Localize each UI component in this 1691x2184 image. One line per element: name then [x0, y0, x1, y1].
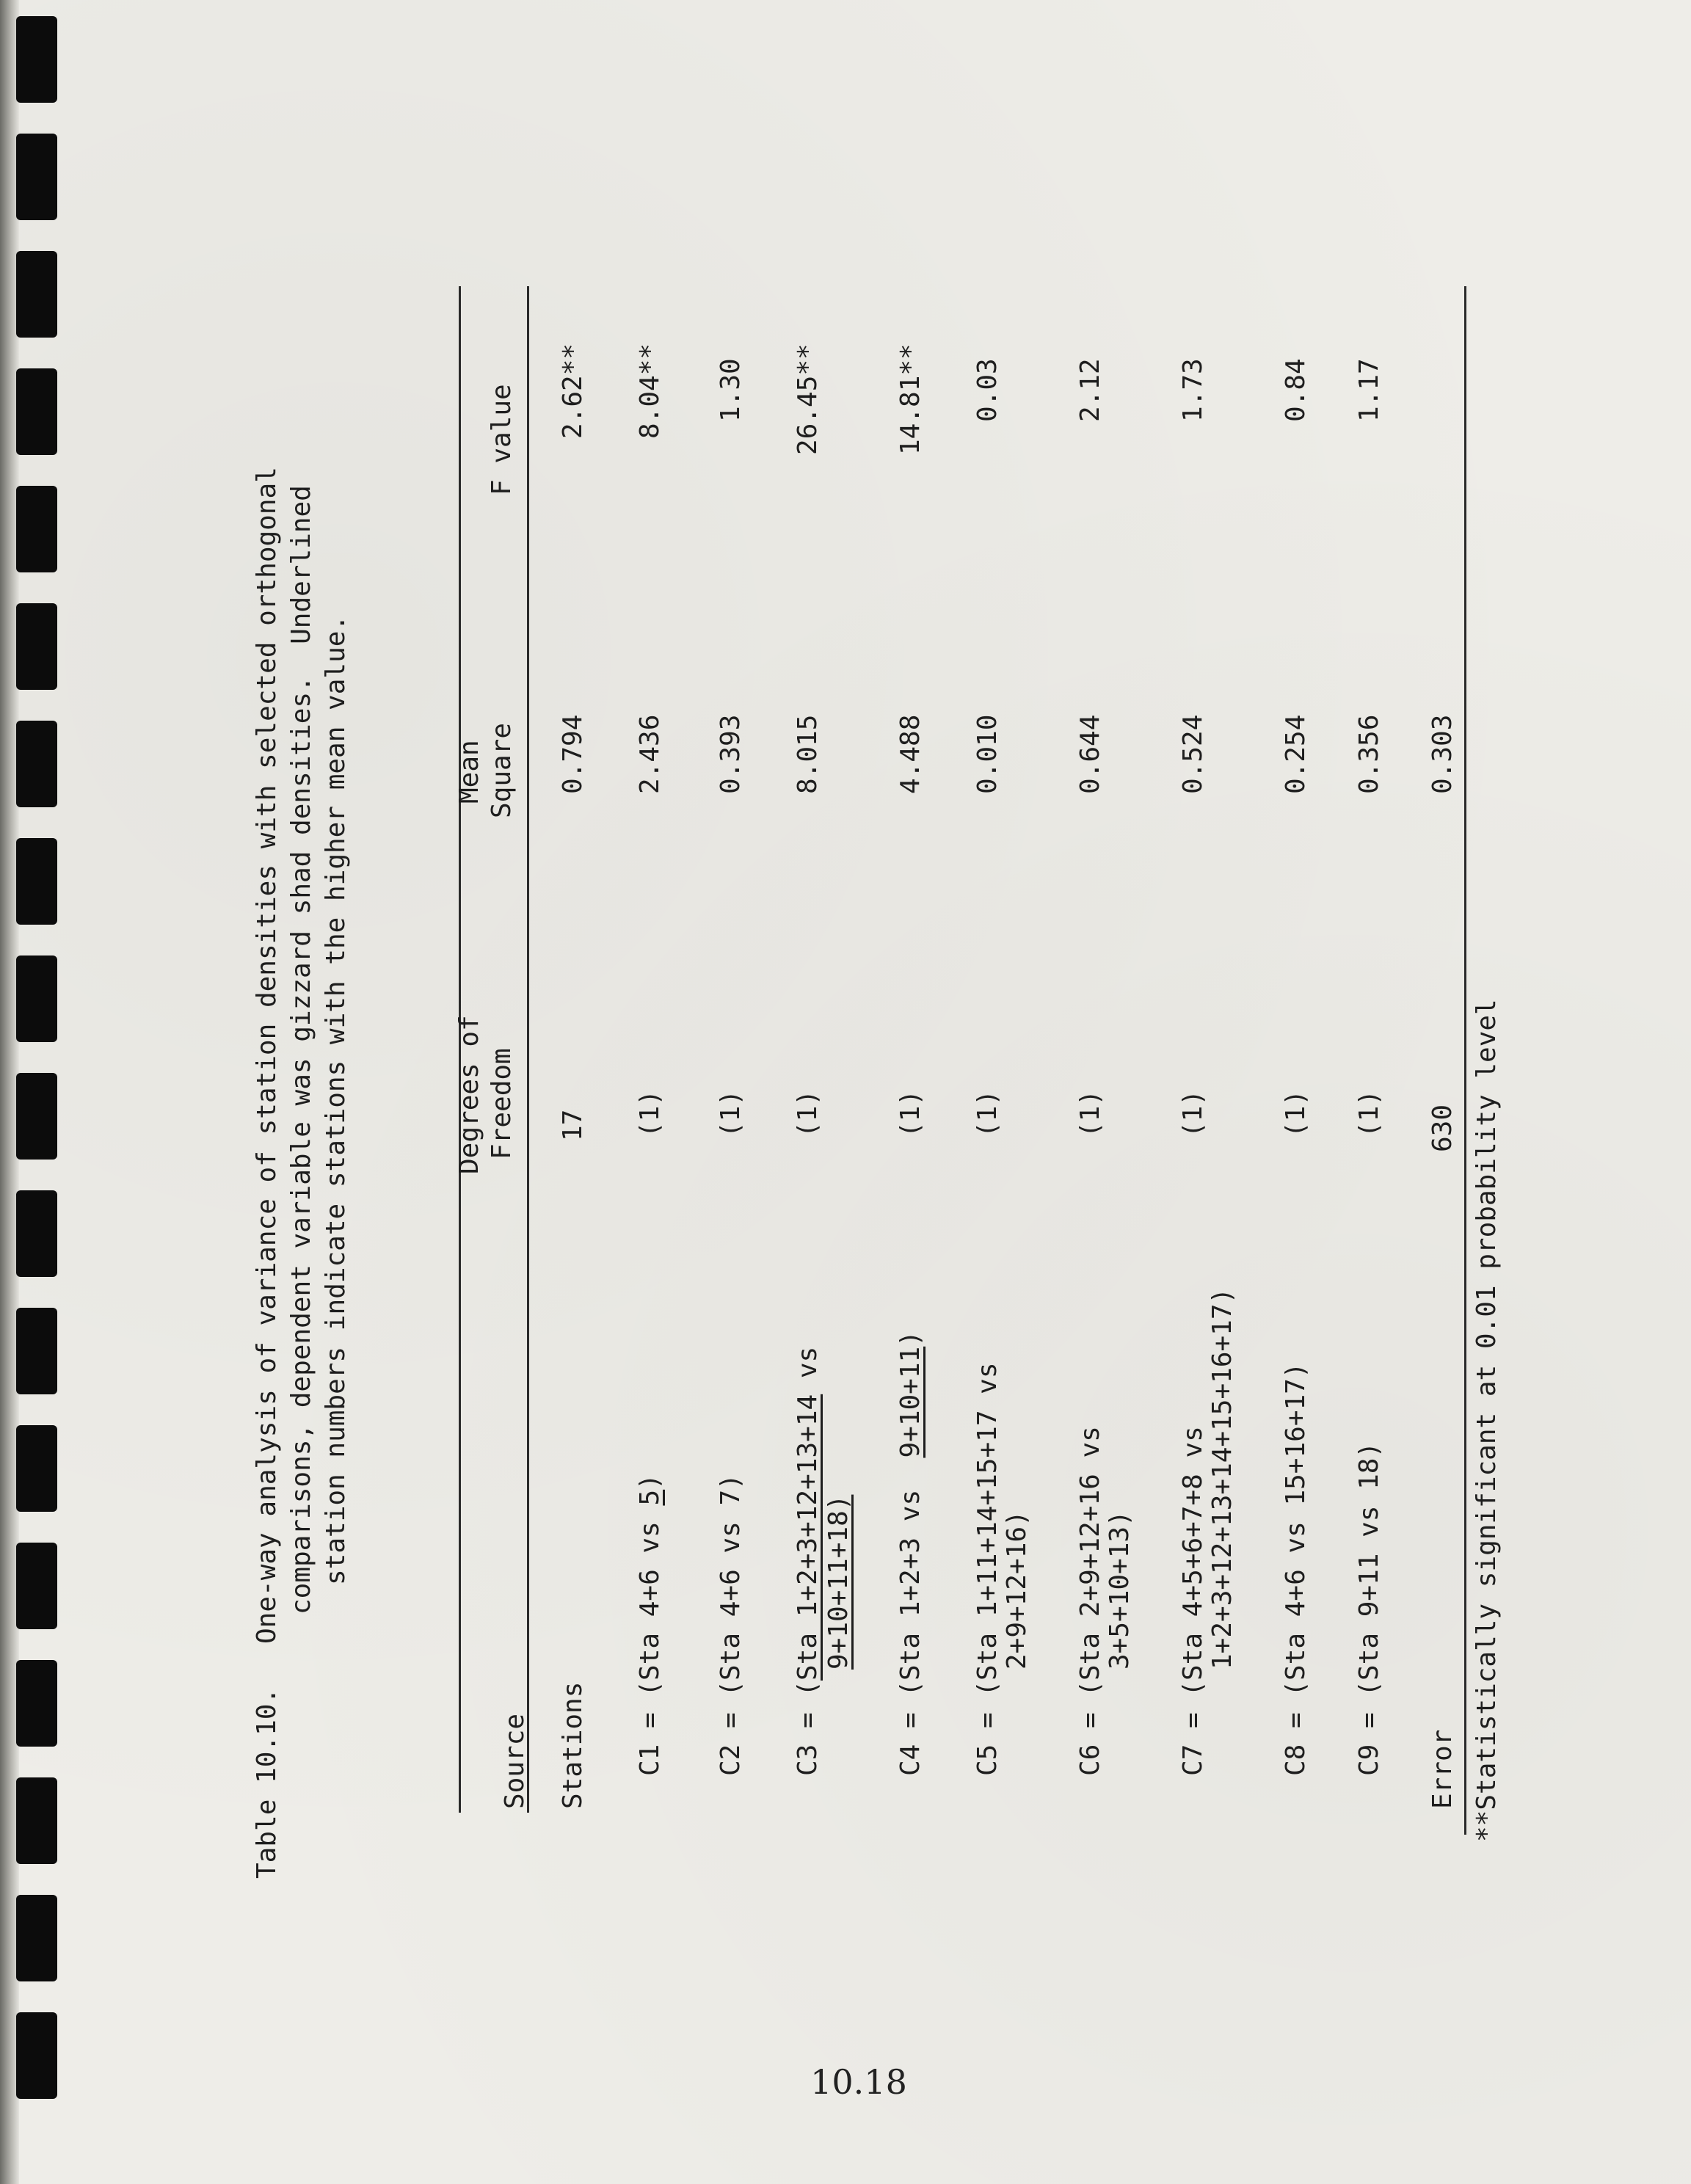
row-label: C2 = (Sta 4+6 vs 7) [716, 1474, 746, 1776]
row-label-text: C1 = (Sta 4+6 vs [635, 1505, 665, 1776]
row-df: 17 [558, 1109, 588, 1141]
row-ms: 8.015 [793, 714, 823, 794]
row-df: (1) [1075, 1089, 1105, 1138]
binding-hole [16, 603, 57, 690]
row-ms: 0.644 [1075, 714, 1105, 794]
row-label: Stations [558, 1681, 588, 1809]
table-header-rule [527, 286, 529, 1813]
row-label [793, 1347, 823, 1776]
row-ms: 0.794 [558, 714, 588, 794]
row-df: (1) [635, 1089, 665, 1138]
binding-hole [16, 486, 57, 572]
row-label [895, 1331, 926, 1776]
row-ms: 0.356 [1354, 714, 1384, 794]
binding-hole [16, 838, 57, 925]
binding-hole [16, 1190, 57, 1277]
header-f: F value [487, 384, 517, 495]
binding-hole [16, 1660, 57, 1747]
binding-hole [16, 1543, 57, 1629]
row-label-line2: 1+2+3+12+13+14+15+16+17) [1207, 1287, 1237, 1670]
row-label [635, 1474, 666, 1776]
binding-hole [16, 134, 57, 220]
binding-hole [16, 956, 57, 1042]
row-label: C5 = (Sta 1+11+14+15+17 vs [972, 1362, 1003, 1776]
page-number: 10.18 [810, 2062, 907, 2102]
row-label: C8 = (Sta 4+6 vs 15+16+17) [1281, 1362, 1311, 1776]
header-df-line1: Degrees of [454, 1015, 484, 1174]
row-df: (1) [972, 1089, 1003, 1138]
row-f: 8.04** [635, 343, 665, 439]
row-label: Error [1428, 1729, 1458, 1809]
footnote: **Statistically significant at 0.01 probability level [1472, 999, 1502, 1842]
rotated-table-block [250, 279, 1502, 1879]
caption-line: comparisons, dependent variable was gizzard shad densities. Underlined [286, 485, 316, 1615]
row-ms: 0.393 [716, 714, 746, 794]
table-caption [250, 279, 457, 1879]
row-f: 1.17 [1354, 358, 1384, 422]
row-df: (1) [716, 1089, 746, 1138]
binding-hole [16, 1425, 57, 1512]
row-f: 0.03 [972, 358, 1003, 422]
row-ms: 2.436 [635, 714, 665, 794]
row-ms: 0.524 [1178, 714, 1208, 794]
row-df: (1) [1178, 1089, 1208, 1138]
row-df: (1) [1281, 1089, 1311, 1138]
header-df-line2: Freedom [487, 1048, 517, 1160]
row-f: 1.30 [716, 358, 746, 422]
row-label-line2: 3+5+10+13) [1105, 1510, 1135, 1670]
binding-hole [16, 251, 57, 338]
row-ms: 0.010 [972, 714, 1003, 794]
header-ms-line1: Mean [454, 740, 484, 804]
row-ms: 4.488 [895, 714, 925, 794]
row-df: (1) [895, 1089, 925, 1138]
underlined-stations: 5 [635, 1489, 665, 1506]
row-label: C7 = (Sta 4+5+6+7+8 vs [1178, 1426, 1208, 1776]
binding-hole [16, 1777, 57, 1864]
row-ms: 0.303 [1428, 714, 1458, 794]
binding-hole [16, 1895, 57, 1981]
header-source: Source [500, 1713, 530, 1809]
binding-hole [16, 2012, 57, 2099]
binding-hole [16, 1308, 57, 1394]
binding-hole [16, 16, 57, 103]
row-label-text: C3 = ( [793, 1680, 823, 1776]
underlined-stations: Sta 1+2+3+12+13+14 [793, 1394, 823, 1681]
binding-hole [16, 368, 57, 455]
caption-line: One-way analysis of variance of station densities with selected orthogonal [252, 467, 282, 1644]
row-df: (1) [793, 1089, 823, 1138]
row-f: 2.62** [558, 343, 588, 439]
row-f: 2.12 [1075, 358, 1105, 422]
table-bottom-rule [1464, 286, 1466, 1835]
row-f: 14.81** [895, 343, 925, 455]
row-f: 1.73 [1178, 358, 1208, 422]
row-label: C6 = (Sta 2+9+12+16 vs [1075, 1426, 1105, 1776]
caption-line: station numbers indicate stations with the higher mean value. [321, 614, 351, 1585]
row-df: 630 [1428, 1104, 1458, 1152]
row-label-line2: 2+9+12+16) [1002, 1510, 1032, 1670]
row-f: 0.84 [1281, 358, 1311, 422]
binding-hole [16, 721, 57, 807]
row-label-tail: ) [635, 1474, 665, 1490]
row-ms: 0.254 [1281, 714, 1311, 794]
row-label: C9 = (Sta 9+11 vs 18) [1354, 1441, 1384, 1776]
row-label-line2: 9+10+11+18) [823, 1494, 854, 1670]
binding-hole [16, 1073, 57, 1160]
row-label-text: C4 = (Sta 1+2+3 vs [895, 1457, 925, 1776]
row-df: (1) [1354, 1089, 1384, 1138]
row-f: 26.45** [793, 343, 823, 455]
row-label-tail: vs [793, 1346, 823, 1394]
table-number: Table 10.10. [252, 1687, 282, 1879]
row-label-tail: ) [895, 1331, 925, 1347]
underlined-stations: 9+10+11 [895, 1346, 925, 1458]
header-ms-line2: Square [487, 722, 517, 818]
